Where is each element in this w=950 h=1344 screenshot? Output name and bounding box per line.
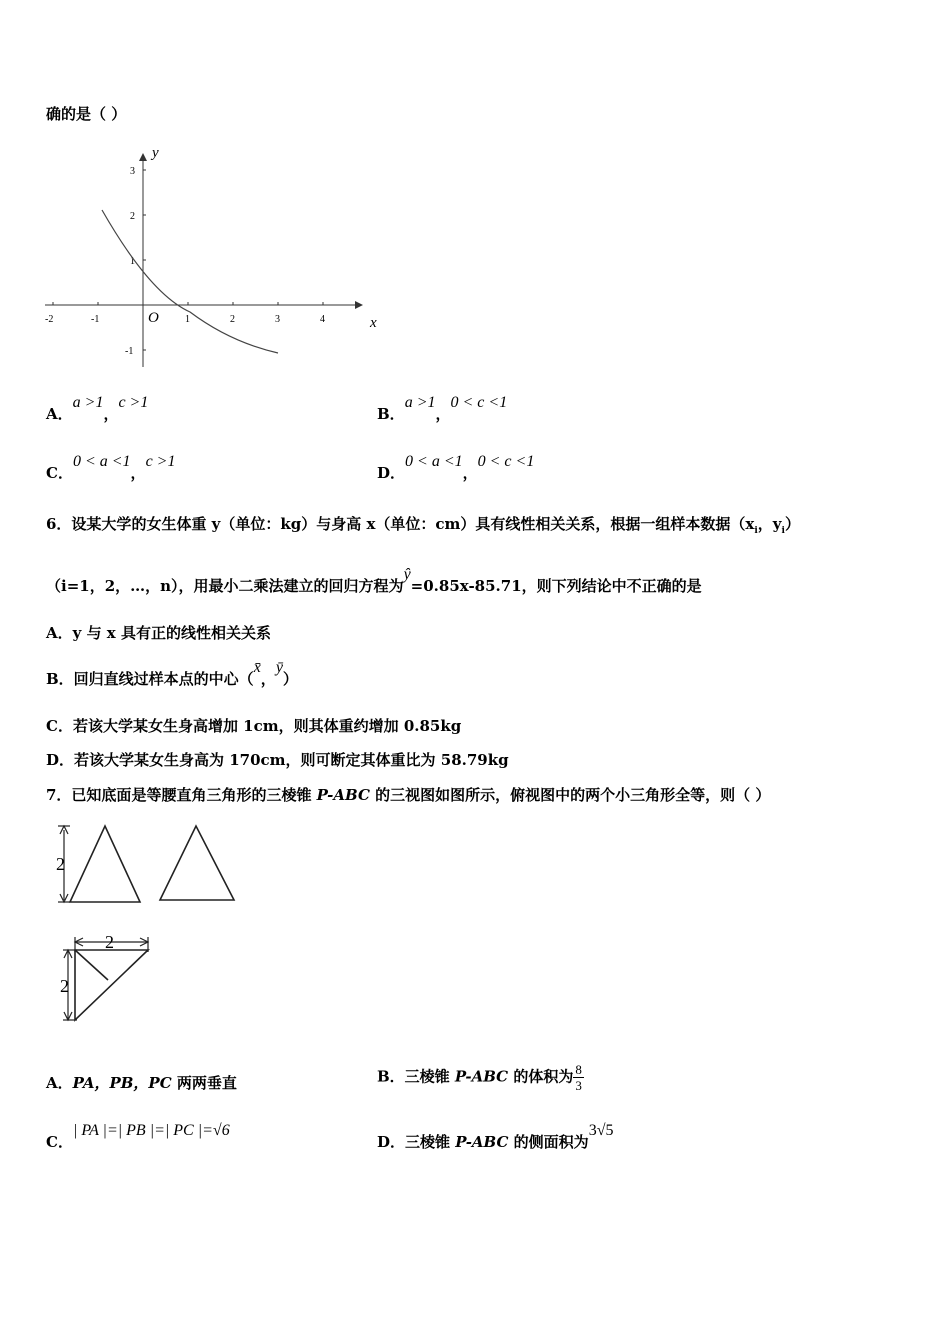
top-view-width-dimension: 2 — [105, 932, 114, 952]
y-tick-label: -1 — [125, 346, 134, 357]
x-tick-label: 4 — [320, 314, 325, 325]
x-axis-label: x — [370, 315, 377, 331]
q6-option-d: D．若该大学某女生身高为 170cm，则可断定其体重比为 58.79kg — [46, 751, 509, 769]
front-view-dimension: 2 — [56, 854, 65, 874]
function-graph — [40, 142, 400, 372]
question-tail-text: 确的是（ ） — [46, 105, 127, 123]
origin-label: O — [148, 310, 159, 326]
option-c: C．0 < a <1，c >1 — [46, 453, 176, 482]
q6-option-b: B．回归直线过样本点的中心（x̄，ȳ） — [46, 659, 298, 688]
curve — [102, 210, 278, 353]
x-tick-label: -1 — [91, 314, 100, 325]
q6-stem-line1: 6．设某大学的女生体重 y（单位：kg）与身高 x（单位：cm）具有线性相关关系，根据一组样本数据（$x_i$，$y_i$） — [46, 515, 800, 536]
y-tick-label: 2 — [130, 211, 135, 222]
x-tick-label: 1 — [185, 314, 190, 325]
fraction-eight-thirds: $\frac{8}{3}$ — [575, 1062, 582, 1093]
q7-option-a: A．PA，PB，PC 两两垂直 — [46, 1074, 237, 1092]
top-view-height-dimension: 2 — [60, 976, 69, 996]
y-tick-label: 3 — [130, 166, 135, 177]
q7-option-c: C．| PA |=| PB |=| PC |=√6 — [46, 1122, 230, 1151]
three-views-figure — [50, 822, 250, 1032]
q6-option-a: A．y 与 x 具有正的线性相关关系 — [46, 624, 271, 642]
q7-option-d: D．三棱锥 P-ABC 的侧面积为3√5 — [377, 1122, 614, 1151]
x-tick-label: -2 — [45, 314, 54, 325]
q7-stem: 7．已知底面是等腰直角三角形的三棱锥 P-ABC 的三视图如图所示，俯视图中的两个小三角形全等，则（ ） — [46, 786, 771, 804]
q7-option-b: B．三棱锥 P-ABC 的体积为 $\frac{8}{3}$ — [377, 1062, 582, 1093]
y-tick-label: 1 — [130, 256, 135, 267]
q6-option-c: C．若该大学某女生身高增加 1cm，则其体重约增加 0.85kg — [46, 717, 462, 735]
option-a: A．a >1，c >1 — [46, 394, 149, 423]
y-axis-label: y — [152, 145, 159, 161]
q6-stem-line2: （i=1，2，…，n），用最小二乘法建立的回归方程为ŷ=0.85x-85.71，则下列结论中不正确的是 — [46, 566, 702, 595]
x-tick-label: 3 — [275, 314, 280, 325]
side-view — [160, 826, 234, 900]
option-b: B．a >1，0 < c <1 — [377, 394, 508, 423]
option-d: D．0 < a <1，0 < c <1 — [377, 453, 535, 482]
x-tick-label: 2 — [230, 314, 235, 325]
front-view — [58, 826, 140, 902]
